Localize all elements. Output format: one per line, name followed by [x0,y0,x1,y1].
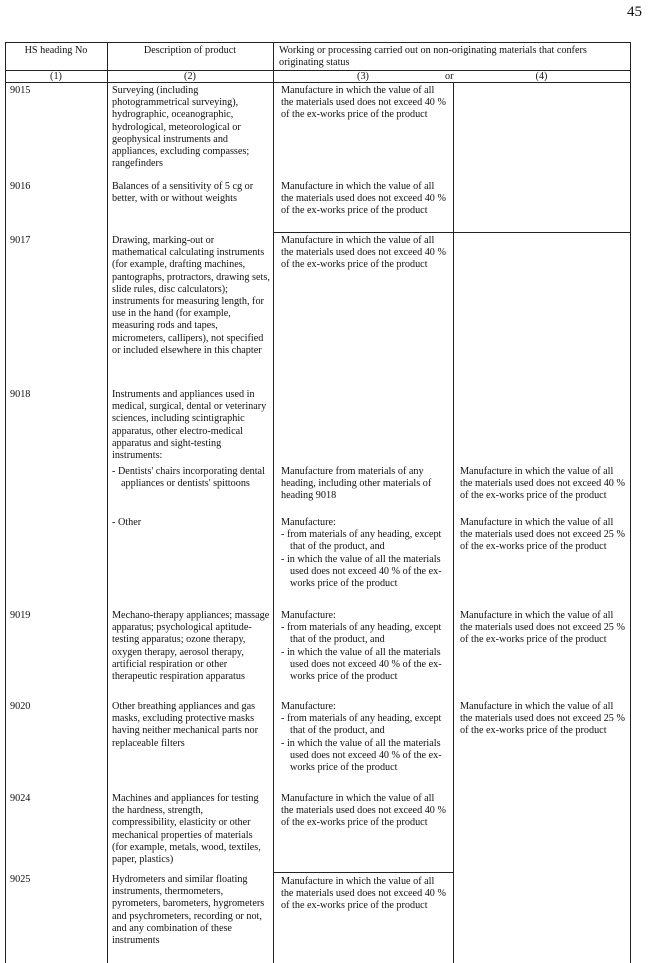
product-description: Hydrometers and similar floating instruments, thermometers, pyrometers, barometers, hygrometers and psychrometers, recording or not, and any combination of these instruments [112,874,265,947]
column-divider-2 [273,42,274,963]
column-divider-3 [453,82,454,963]
processing-rule: Manufacture in which the value of all the materials used does not exceed 40 % of the ex-works price of the product [281,793,446,829]
alternative-rule: Manufacture in which the value of all the materials used does not exceed 40 % of the ex-works price of the product [460,466,625,502]
hs-code: 9018 [10,389,31,400]
hs-code: 9019 [10,610,31,621]
product-description: - Dentists' chairs incorporating dental appliances or dentists' spittoons [112,466,265,490]
header-col-3: (3) [357,71,369,82]
header-col-1: (1) [50,71,62,82]
product-description: Drawing, marking-out or mathematical calculating instruments (for example, drafting machines, pantographs, protractors, drawing sets, slide rules, disc calculators); instruments for measuring length, for use in the hand (for example, measuring rods and tapes, micrometers, callipers), not specified or included elsewhere in this chapter [112,235,270,356]
processing-rule-condition: - from materials of any heading, except that of the product, and [281,529,442,553]
header-col-4: (4) [535,71,548,82]
processing-rule: Manufacture in which the value of all the materials used does not exceed 40 % of the ex-works price of the product [281,235,446,271]
header-hs-heading: HS heading No [24,45,88,56]
product-description: Instruments and appliances used in medical, surgical, dental or veterinary sciences, including scintigraphic apparatus, other electro-medical apparatus and sight-testing instruments: [112,389,267,462]
processing-rule-intro: Manufacture: [281,610,336,621]
column-divider-1 [107,42,108,963]
hs-code: 9025 [10,874,31,885]
header-or: or [445,71,454,82]
row-divider [273,232,631,233]
hs-code: 9015 [10,85,31,96]
processing-rule-condition: - from materials of any heading, except that of the product, and [281,622,442,646]
header-col-2: (2) [184,71,196,82]
alternative-rule: Manufacture in which the value of all the materials used does not exceed 25 % of the ex-works price of the product [460,517,625,553]
processing-rule: Manufacture in which the value of all the materials used does not exceed 40 % of the ex-works price of the product [281,876,446,912]
product-description: Mechano-therapy appliances; massage apparatus; psychological aptitude-testing apparatus; ozone therapy, oxygen therapy, aerosol therapy, artificial respiration or other therapeutic respiration apparatus [112,610,270,683]
alternative-rule: Manufacture in which the value of all the materials used does not exceed 25 % of the ex-works price of the product [460,701,625,737]
table-top-border [5,42,631,43]
table-right-border [630,42,631,963]
product-description: Balances of a sensitivity of 5 cg or better, with or without weights [112,181,254,205]
hs-code: 9016 [10,181,31,192]
processing-rule: Manufacture in which the value of all the materials used does not exceed 40 % of the ex-works price of the product [281,181,446,217]
processing-rule: Manufacture in which the value of all the materials used does not exceed 40 % of the ex-works price of the product [281,85,446,121]
hs-code: 9024 [10,793,31,804]
processing-rule: Manufacture from materials of any heading, including other materials of heading 9018 [281,466,432,502]
hs-code: 9017 [10,235,31,246]
processing-rule-condition: - in which the value of all the materials used does not exceed 40 % of the ex-works price of the product [281,554,442,590]
product-description: Other breathing appliances and gas masks, excluding protective masks having neither mechanical parts nor replaceable filters [112,701,258,749]
header-description: Description of product [143,45,237,56]
product-description: - Other [112,517,142,528]
processing-rule-condition: - from materials of any heading, except that of the product, and [281,713,442,737]
alternative-rule: Manufacture in which the value of all the materials used does not exceed 25 % of the ex-works price of the product [460,610,625,646]
product-description: Surveying (including photogrammetrical surveying), hydrographic, oceanographic, hydrological, meteorological or geophysical instruments and appliances, excluding compasses; rangefinders [112,85,250,170]
hs-code: 9020 [10,701,31,712]
processing-rule-condition: - in which the value of all the materials used does not exceed 40 % of the ex-works price of the product [281,647,442,683]
row-divider [273,872,453,873]
product-description: Machines and appliances for testing the hardness, strength, compressibility, elasticity or other mechanical properties of materials (for example, metals, wood, textiles, paper, plastics) [112,793,261,866]
processing-rule-intro: Manufacture: [281,701,336,712]
processing-rule-intro: Manufacture: [281,517,336,528]
processing-rule-condition: - in which the value of all the materials used does not exceed 40 % of the ex-works price of the product [281,738,442,774]
header-working-processing: Working or processing carried out on non-originating materials that confers originating status [279,45,587,68]
table-left-border [5,42,6,963]
page-number: 45 [627,4,642,20]
